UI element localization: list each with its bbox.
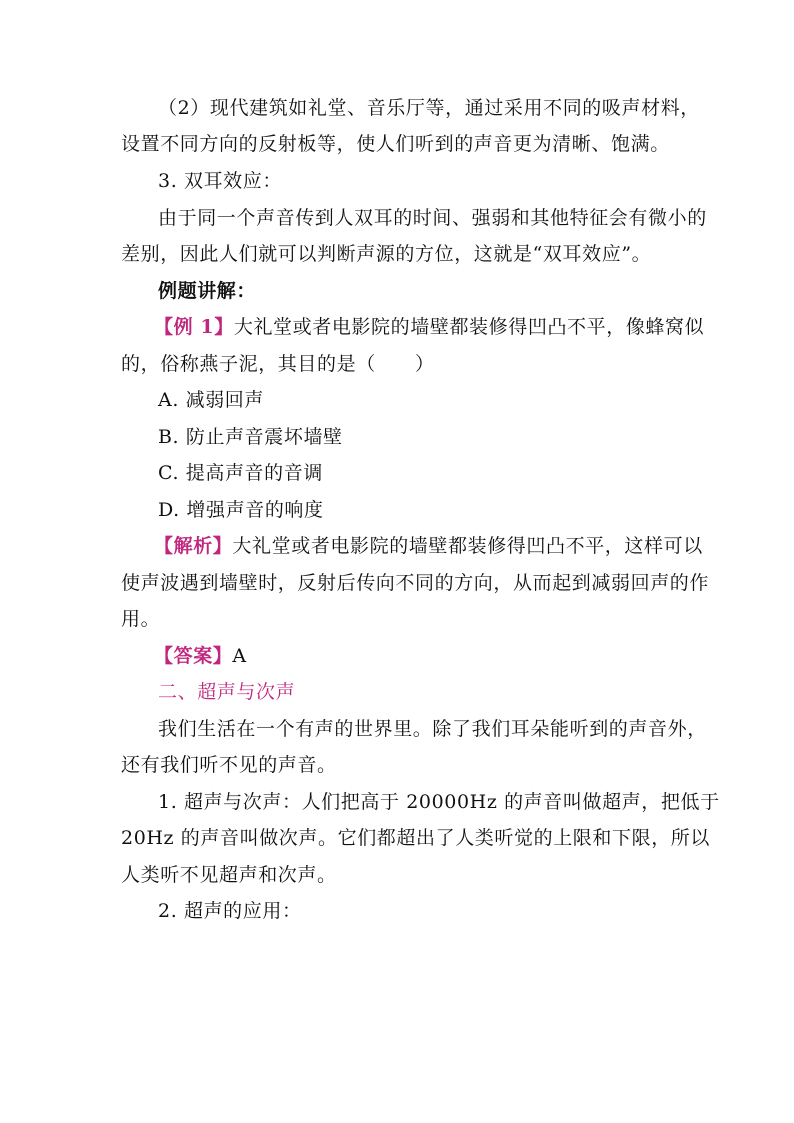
paragraph-line: 设置不同方向的反射板等，使人们听到的声音更为清晰、饱满。	[121, 133, 670, 155]
paragraph-line: 还有我们听不见的声音。	[121, 754, 337, 776]
analysis-text: 大礼堂或者电影院的墙壁都装修得凹凸不平，这样可以	[232, 535, 703, 557]
answer-text: A	[232, 645, 247, 667]
paragraph-line: 的，俗称燕子泥，其目的是（ ）	[121, 353, 435, 375]
option-a: A. 减弱回声	[158, 389, 265, 411]
paragraph-line: 差别，因此人们就可以判断声源的方位，这就是“双耳效应”。	[121, 243, 652, 265]
paragraph-line: （2）现代建筑如礼堂、音乐厅等，通过采用不同的吸声材料，	[158, 97, 700, 119]
answer-tag: 【答案】	[154, 645, 233, 667]
answer-line	[154, 647, 247, 666]
option-c: C. 提高声音的音调	[158, 462, 323, 484]
option-d: D. 增强声音的响度	[158, 499, 324, 521]
paragraph-line: 使声波遇到墙壁时，反射后传向不同的方向，从而起到减弱回声的作	[121, 572, 710, 594]
example-question-text: 大礼堂或者电影院的墙壁都装修得凹凸不平，像蜂窝似	[233, 316, 705, 338]
section-item-binaural: 3. 双耳效应：	[158, 170, 282, 192]
paragraph-line: 人类听不见超声和次声。	[121, 864, 337, 886]
example-question-line	[154, 318, 704, 337]
analysis-tag: 【解析】	[154, 535, 233, 557]
paragraph-line: 我们生活在一个有声的世界里。除了我们耳朵能听到的声音外，	[158, 718, 707, 740]
paragraph-line: 1. 超声与次声：人们把高于 20000Hz 的声音叫做超声，把低于	[158, 791, 720, 813]
section-item-applications: 2. 超声的应用：	[158, 900, 302, 922]
paragraph-line: 用。	[121, 608, 161, 630]
paragraph-line: 由于同一个声音传到人双耳的时间、强弱和其他特征会有微小的	[158, 207, 707, 229]
analysis-line	[154, 537, 703, 556]
section-heading: 二、超声与次声	[158, 681, 296, 703]
example-heading: 例题讲解：	[158, 280, 257, 302]
paragraph-line: 20Hz 的声音叫做次声。它们都超出了人类听觉的上限和下限，所以	[121, 827, 710, 849]
option-b: B. 防止声音震坏墙壁	[158, 426, 343, 448]
example-tag: 【例 1】	[154, 316, 234, 338]
